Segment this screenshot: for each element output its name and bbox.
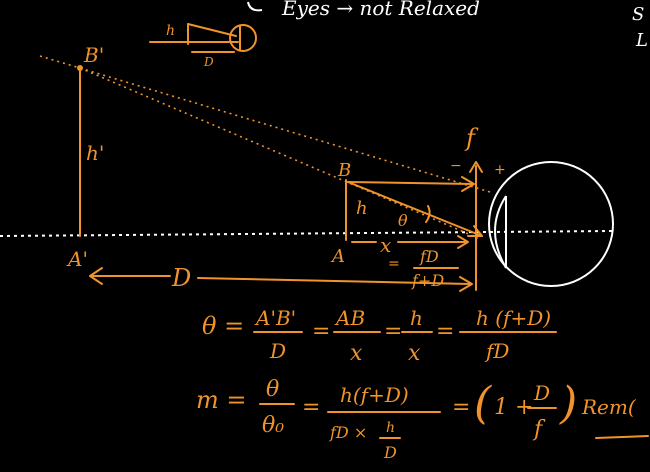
eq1-frac1-den: D xyxy=(270,339,287,363)
eq2-paren-close: ) xyxy=(560,378,578,429)
note-text: Eyes → not Relaxed xyxy=(282,0,480,20)
x-numerator: fD xyxy=(420,247,439,266)
label-a: A xyxy=(332,246,345,267)
label-plus: + xyxy=(494,162,506,178)
ray-parallel xyxy=(348,182,472,184)
eq1-frac2-den: x xyxy=(350,341,363,366)
object-rays xyxy=(348,177,482,236)
sketch-ray xyxy=(188,24,236,36)
principal-axis xyxy=(0,231,612,236)
sketch-eye xyxy=(230,25,256,51)
label-b-prime: B' xyxy=(84,43,105,67)
label-distance-d: D xyxy=(172,264,192,292)
eq2-suffix: Rem( xyxy=(582,395,636,419)
eq2-frac2-den-den: D xyxy=(384,443,397,462)
object-ab xyxy=(330,160,368,267)
eq1-frac4-num: h (f+D) xyxy=(476,306,552,330)
eq1-eq-b: = xyxy=(384,319,403,344)
eq2-frac2-den-num: h xyxy=(386,420,396,436)
label-x: x xyxy=(380,233,392,257)
note-bracket xyxy=(248,2,262,10)
eq2-frac2-num: h(f+D) xyxy=(340,383,409,407)
eq1-frac3-num: h xyxy=(410,306,423,330)
eq1-frac4-den: fD xyxy=(486,339,510,363)
corner-letter-l: L xyxy=(636,30,648,51)
eq2-eq-a: = xyxy=(302,395,321,420)
sketch-label-h: h xyxy=(166,23,176,39)
label-b: B xyxy=(338,160,352,181)
eq1-frac1-num: A'B' xyxy=(256,306,297,330)
eq1-lhs: θ = xyxy=(202,312,245,340)
lens xyxy=(450,124,506,290)
top-note xyxy=(248,0,648,51)
dotted-ray-upper xyxy=(40,56,490,192)
label-minus: − xyxy=(450,158,462,174)
eq2-frac3-den: f xyxy=(534,417,543,442)
label-f: f xyxy=(466,124,475,152)
eq1-eq-c: = xyxy=(436,319,455,344)
corner-letter-s: S xyxy=(632,4,645,25)
x-denominator: f+D xyxy=(412,271,445,290)
distance-x-arrow xyxy=(352,233,468,257)
eq2-eq-b: = xyxy=(452,395,471,420)
eye xyxy=(489,162,613,286)
eq2-paren-open: ( xyxy=(474,378,492,429)
eq2-lhs: m = xyxy=(196,386,247,414)
equation-1 xyxy=(202,306,556,366)
x-equals: = xyxy=(388,256,400,272)
eq2-frac2-den-left: fD × xyxy=(330,423,368,442)
eye-ball xyxy=(489,162,613,286)
eq1-eq-a: = xyxy=(312,319,331,344)
eq2-frac1-den: θ₀ xyxy=(262,413,285,438)
eq1-frac2-num: AB xyxy=(336,306,366,330)
label-h: h xyxy=(356,198,368,219)
eq2-one-plus: 1 + xyxy=(494,395,534,420)
eq2-underline xyxy=(596,436,648,438)
equation-2 xyxy=(196,377,648,462)
eq1-frac3-den: x xyxy=(408,341,421,366)
eq2-frac1-num: θ xyxy=(266,377,280,402)
sketch-label-d: D xyxy=(204,55,214,69)
dotted-ray-lower xyxy=(80,68,478,238)
label-theta: θ xyxy=(398,211,408,230)
virtual-image xyxy=(66,43,104,271)
extended-rays xyxy=(40,56,490,238)
label-a-prime: A' xyxy=(68,247,88,271)
small-eye-sketch xyxy=(150,23,256,69)
eq2-frac3-num: D xyxy=(534,381,551,405)
label-h-prime: h' xyxy=(86,141,105,165)
